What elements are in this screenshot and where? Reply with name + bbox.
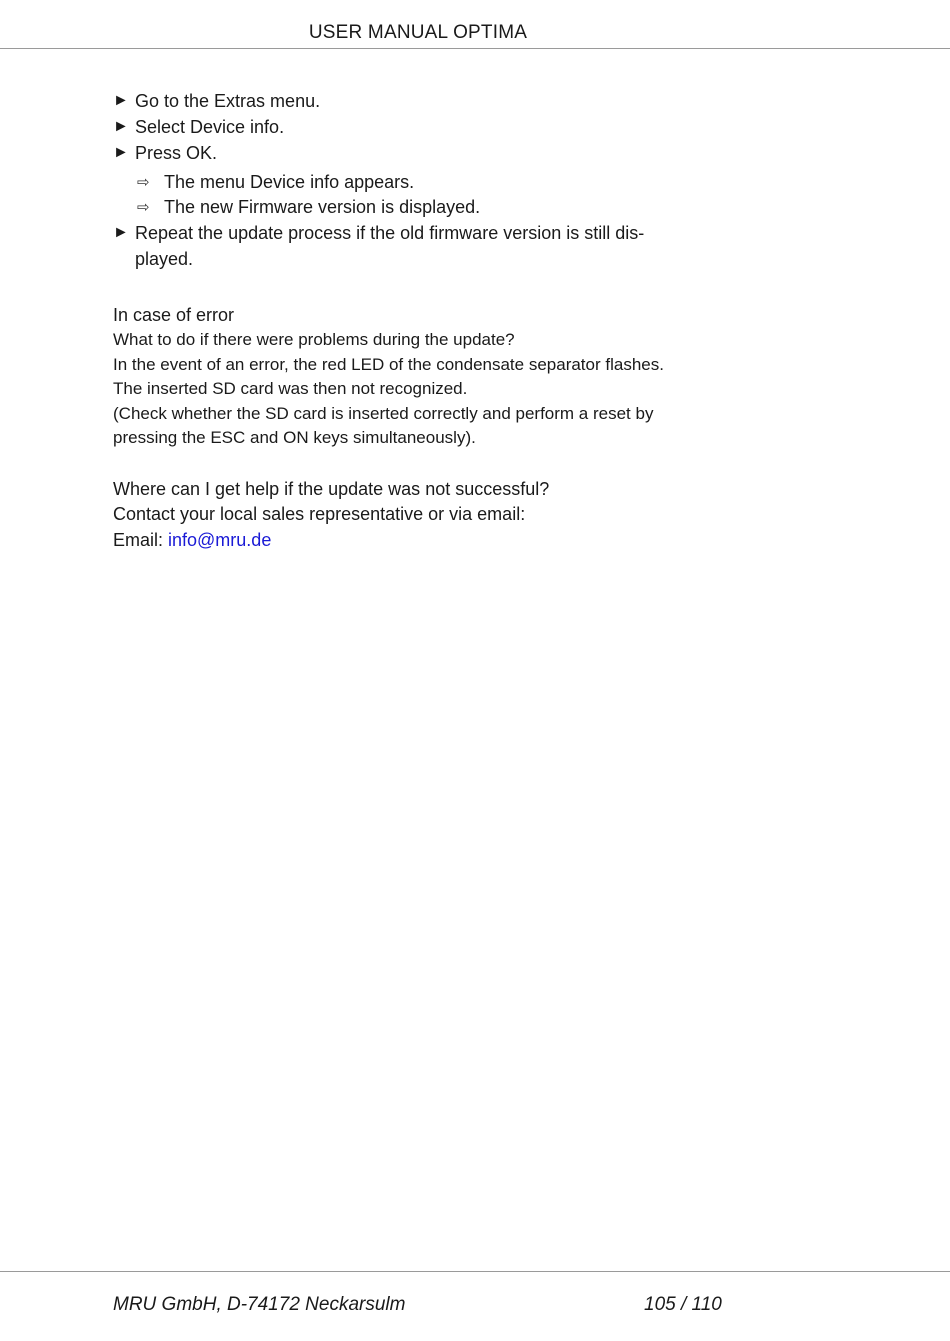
step-item — [113, 88, 713, 114]
arrow-right-outline-icon: ⇨ — [137, 174, 150, 191]
error-section-title: In case of error — [113, 305, 235, 325]
footer-company: MRU GmbH, D-74172 Neckarsulm — [113, 1294, 406, 1315]
step-item — [113, 220, 713, 272]
error-text-line: pressing the ESC and ON keys simultaneously). — [113, 428, 476, 447]
step-text — [135, 220, 644, 272]
error-section-text — [113, 328, 713, 451]
triangle-right-icon: ► — [113, 118, 129, 135]
error-text-line: What to do if there were problems during the update? — [113, 330, 515, 349]
step-text-line: Repeat the update process if the old firmware version is still dis- — [135, 223, 645, 243]
help-contact: Contact your local sales representative or via email: — [113, 504, 526, 524]
step-text: Select Device info. — [135, 117, 285, 137]
result-item — [113, 170, 713, 195]
triangle-right-icon: ► — [113, 92, 129, 109]
triangle-right-icon: ► — [113, 144, 129, 161]
step-text-line: played. — [135, 249, 194, 269]
error-text-line: In the event of an error, the red LED of the condensate separator flashes. — [113, 354, 664, 374]
result-item — [113, 195, 713, 220]
step-text: Press OK. — [135, 143, 218, 163]
step-text: Go to the Extras menu. — [135, 91, 321, 111]
email-link[interactable]: info@mru.de — [168, 529, 272, 550]
result-text: The new Firmware version is displayed. — [164, 197, 481, 217]
triangle-right-icon: ► — [113, 224, 129, 241]
result-text: The menu Device info appears. — [164, 172, 415, 192]
section-gap — [113, 451, 713, 477]
help-email-line — [113, 528, 713, 554]
page-content — [113, 88, 713, 553]
step-item — [113, 140, 713, 166]
error-text-line: The inserted SD card was then not recognized. — [113, 379, 468, 398]
footer-page-number: 105 / 110 — [644, 1294, 722, 1315]
error-text-line: (Check whether the SD card is inserted correctly and perform a reset by — [113, 403, 654, 423]
footer-divider — [0, 1271, 950, 1272]
email-label: Email: — [113, 529, 169, 550]
arrow-right-outline-icon: ⇨ — [137, 199, 150, 216]
help-question: Where can I get help if the update was not successful? — [113, 478, 550, 499]
step-item — [113, 114, 713, 140]
help-section — [113, 477, 713, 554]
page-header-title: USER MANUAL OPTIMA — [308, 22, 528, 43]
header-divider — [0, 48, 950, 49]
